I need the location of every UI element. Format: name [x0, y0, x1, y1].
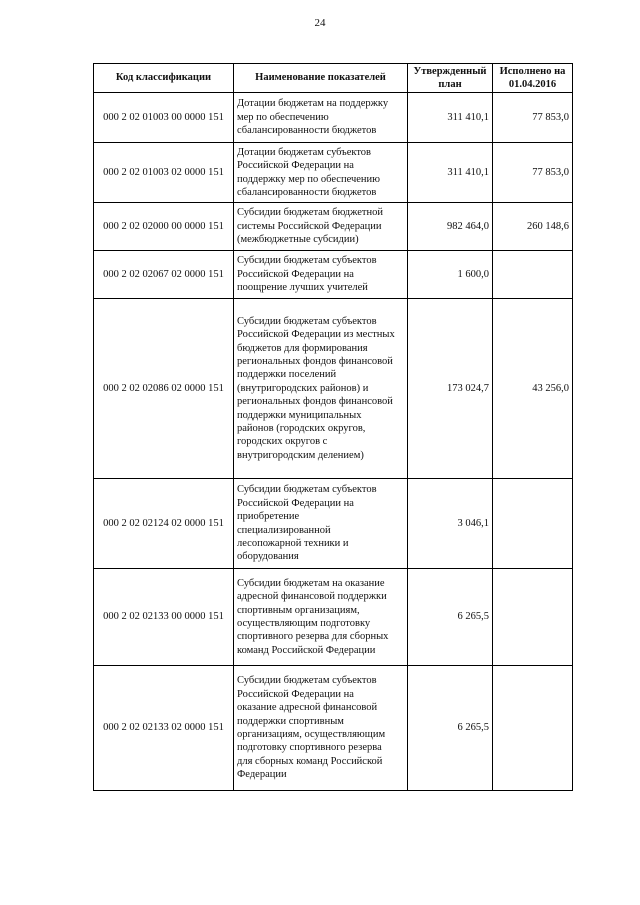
table-row [94, 569, 573, 666]
header-row [94, 64, 573, 93]
approved-plan-cell: 3 046,1 [408, 479, 493, 569]
executed-cell [493, 251, 573, 299]
classification-code-cell: 000 2 02 01003 00 0000 151 [94, 93, 234, 143]
approved-plan-cell: 311 410,1 [408, 143, 493, 203]
approved-plan-cell: 982 464,0 [408, 203, 493, 251]
header-done: Исполнено на 01.04.2016 [493, 64, 573, 93]
header-plan: Утвержденный план [408, 64, 493, 93]
classification-code-cell: 000 2 02 02133 02 0000 151 [94, 666, 234, 791]
classification-code-cell: 000 2 02 02086 02 0000 151 [94, 299, 234, 479]
budget-table [93, 63, 573, 791]
approved-plan-cell: 1 600,0 [408, 251, 493, 299]
table-row [94, 143, 573, 203]
table-row [94, 203, 573, 251]
indicator-name-cell: Дотации бюджетам субъектов Российской Федерации на поддержку мер по обеспечению сбалансированности бюджетов [234, 143, 408, 203]
executed-cell [493, 666, 573, 791]
page-number: 24 [314, 17, 326, 29]
classification-code-cell: 000 2 02 02133 00 0000 151 [94, 569, 234, 666]
indicator-name-cell: Дотации бюджетам на поддержку мер по обеспечению сбалансированности бюджетов [234, 93, 408, 143]
table-header [94, 64, 573, 93]
indicator-name-cell: Субсидии бюджетам бюджетной системы Российской Федерации (межбюджетные субсидии) [234, 203, 408, 251]
indicator-name-cell: Субсидии бюджетам субъектов Российской Федерации из местных бюджетов для формирования региональных фондов финансовой поддержки поселений (внутригородских районов) и региональных фондов финансовой поддержки муниципальных районов (городских округов, городских округов с внутригородским делением) [234, 299, 408, 479]
executed-cell: 77 853,0 [493, 143, 573, 203]
header-name: Наименование показателей [234, 64, 408, 93]
approved-plan-cell: 173 024,7 [408, 299, 493, 479]
classification-code-cell: 000 2 02 01003 02 0000 151 [94, 143, 234, 203]
approved-plan-cell: 6 265,5 [408, 569, 493, 666]
executed-cell: 43 256,0 [493, 299, 573, 479]
classification-code-cell: 000 2 02 02067 02 0000 151 [94, 251, 234, 299]
table-body [94, 93, 573, 791]
indicator-name-cell: Субсидии бюджетам субъектов Российской Федерации на приобретение специализированной лесопожарной техники и оборудования [234, 479, 408, 569]
table-row [94, 299, 573, 479]
approved-plan-cell: 311 410,1 [408, 93, 493, 143]
table-row [94, 479, 573, 569]
classification-code-cell: 000 2 02 02000 00 0000 151 [94, 203, 234, 251]
executed-cell: 77 853,0 [493, 93, 573, 143]
executed-cell: 260 148,6 [493, 203, 573, 251]
approved-plan-cell: 6 265,5 [408, 666, 493, 791]
table-row [94, 251, 573, 299]
table-row [94, 666, 573, 791]
executed-cell [493, 569, 573, 666]
header-code: Код классификации [94, 64, 234, 93]
indicator-name-cell: Субсидии бюджетам субъектов Российской Федерации на оказание адресной финансовой поддержки спортивным организациям, осуществляющим подготовку спортивного резерва для сборных команд Российской Федерации [234, 666, 408, 791]
classification-code-cell: 000 2 02 02124 02 0000 151 [94, 479, 234, 569]
indicator-name-cell: Субсидии бюджетам на оказание адресной финансовой поддержки спортивным организациям, осуществляющим подготовку спортивного резерва для сборных команд Российской Федерации [234, 569, 408, 666]
executed-cell [493, 479, 573, 569]
indicator-name-cell: Субсидии бюджетам субъектов Российской Федерации на поощрение лучших учителей [234, 251, 408, 299]
table-row [94, 93, 573, 143]
